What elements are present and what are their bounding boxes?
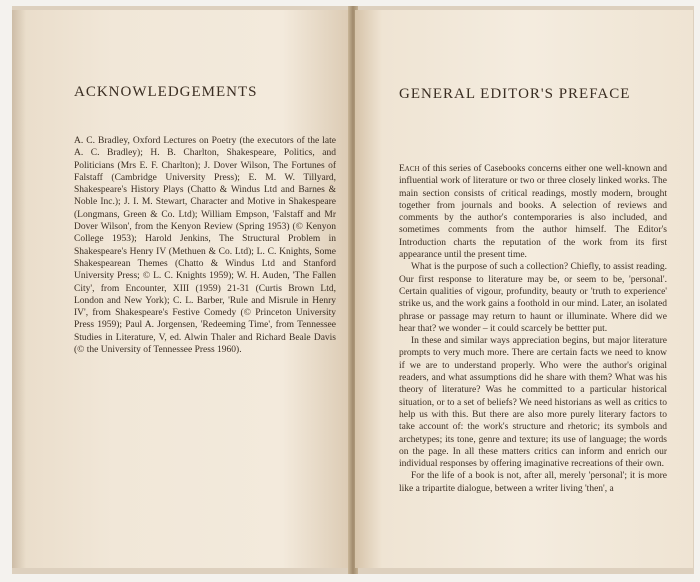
preface-first-word: Each [399,164,420,174]
preface-paragraph [399,163,667,261]
open-book [12,6,694,574]
preface-paragraph: In these and similar ways appreciation begins, but major literature prompts to very much more. There are certain facts we need to know if we are to understand properly. Who were the author's original readers, and what assumptions did he share with them? What was his theory of literature? Was he committed to a particular historical situation, or to a set of beliefs? We need historians as well as critics to help us with this. But there are also more purely literary factors to take account of: the work's structure and rhetoric; its symbols and archetypes; its tone, genre and texture; its use of language; the words on the page. In all these matters critics can inform and enrich our individual responses by offering imaginative recreations of their own. [399,336,667,470]
preface-paragraph-text: of this series of Casebooks concerns either one well-known and influential work of literature or two or three closely linked works. The main section consists of critical readings, mostly modern, brought together from journals and books. A selection of reviews and comments by the author's contemporaries is also included, and sometimes comments from the author himself. The Editor's Introduction charts the reputation of the work from its first appearance until the present time. [399,164,667,261]
preface-paragraph: For the life of a book is not, after all, merely 'personal'; it is more like a tripartite dialogue, between a writer living 'then', a [399,471,667,494]
right-page [355,10,693,568]
page-edge-shadow [12,10,26,568]
acknowledgements-text: A. C. Bradley, Oxford Lectures on Poetry (the executors of the late A. C. Bradley); H. B. Charlton, Shakespeare, Politics, and Politicians (Mrs E. F. Charlton); J. Dover Wilson, The Fortunes of Falstaff (Cambridge University Press); E. M. W. Tillyard, Shakespeare's History Plays (Chatto & Windus Ltd and Barnes & Noble Inc.); J. I. M. Stewart, Character and Motive in Shakespeare (Longmans, Green & Co. Ltd); William Empson, 'Falstaff and Mr Dover Wilson', from the Kenyon Review (Spring 1953) (© Kenyon College 1953); Harold Jenkins, The Structural Problem in Shakespeare's Henry IV (Methuen & Co. Ltd); L. C. Knights, Some Shakespearean Themes (Chatto & Windus Ltd and Stanford University Press; © L. C. Knights 1959); W. H. Auden, 'The Fallen City', from Encounter, XIII (1959) 21-31 (Curtis Brown Ltd, London and New York); C. L. Barber, 'Rule and Misrule in Henry IV', from Shakespeare's Festive Comedy (© Princeton University Press 1959); Paul A. Jorgensen, 'Redeeming Time', from Tennessee Studies in Literature, V, ed. Alwin Thaler and Richard Beale Davis (© the University of Tennessee Press 1960). [74,136,336,356]
preface-title: GENERAL EDITOR'S PREFACE [399,86,631,102]
left-page [12,10,350,568]
preface-paragraph: What is the purpose of such a collection? Chiefly, to assist reading. Our first response to literature may be, or seem to be, 'personal'. Certain qualities of vigour, profundity, beauty or 'truth to experience' strike us, and the work gains a foothold in our mind. Later, an isolated phrase or passage may return to haunt or illuminate. Where did we hear that? we wonder – it could scarcely be bettter put. [399,262,667,334]
preface-body [399,163,667,495]
acknowledgements-title: ACKNOWLEDGEMENTS [74,84,258,100]
